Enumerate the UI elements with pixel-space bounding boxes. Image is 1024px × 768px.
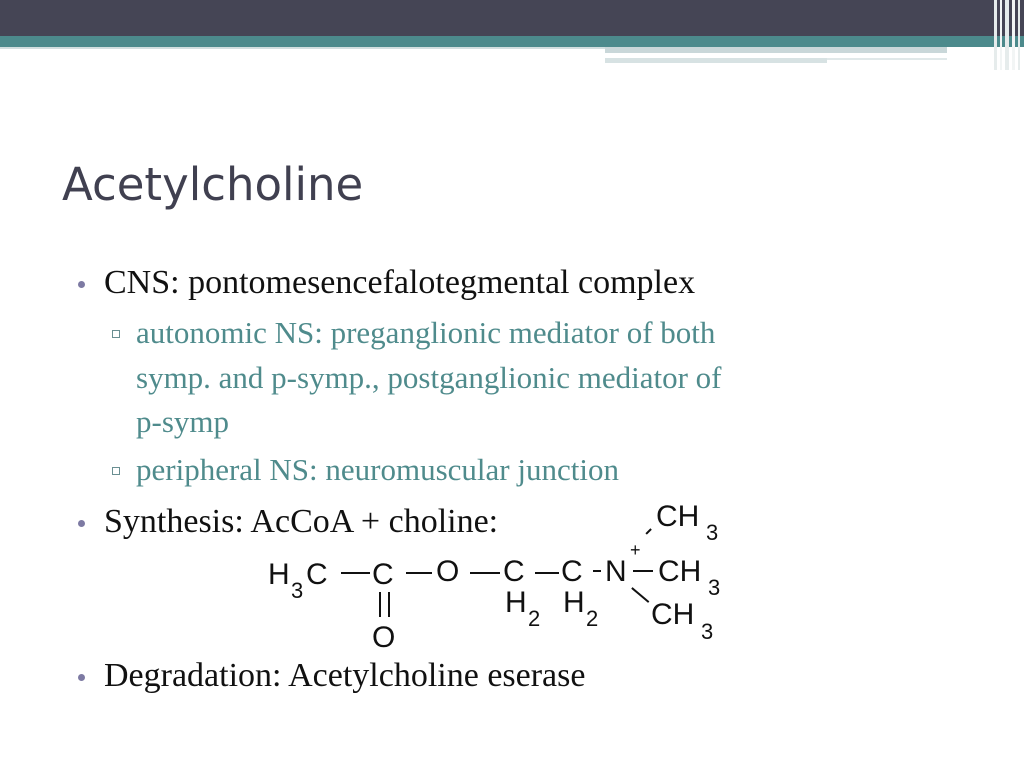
- header-vertical-line: [1018, 0, 1020, 70]
- atom-h3c-sub: 3: [291, 578, 304, 603]
- bullet-dot: [78, 674, 85, 681]
- bond-double-left: [379, 592, 381, 617]
- header-vertical-line: [1000, 0, 1002, 70]
- sub-bullet-autonomic-line3: p-symp: [136, 404, 229, 439]
- atom-ch2a-h: H: [505, 586, 527, 619]
- bond-double-right: [388, 592, 390, 617]
- sub-bullet-peripheral: peripheral NS: neuromuscular junction: [136, 452, 619, 487]
- atom-ch2b-sub: 2: [586, 606, 599, 631]
- atom-nitrogen: N: [605, 555, 627, 588]
- sub-bullet-autonomic-line1: autonomic NS: preganglionic mediator of both: [136, 315, 716, 350]
- atom-ch2a-c: C: [503, 555, 525, 588]
- header-pale-line: [0, 47, 605, 49]
- sub-bullet-square: [112, 467, 120, 475]
- atom-ch2b-h: H: [563, 586, 585, 619]
- bond-single: [535, 572, 559, 574]
- bond-single: [633, 570, 653, 572]
- header-stripe: [605, 47, 947, 53]
- atom-ch3-mid-ch: CH: [658, 555, 702, 588]
- bullet-dot: [78, 520, 85, 527]
- atom-carbonyl-c: C: [372, 558, 394, 591]
- atom-h3c-h: H: [268, 558, 290, 591]
- atom-ch2a-sub: 2: [528, 606, 541, 631]
- atom-ch3-bot-ch: CH: [651, 598, 695, 631]
- bullet-degradation: Degradation: Acetylcholine eserase: [104, 657, 586, 694]
- bullet-dot: [78, 281, 85, 288]
- atom-ch3-mid-sub: 3: [708, 575, 721, 600]
- bullet-cns: CNS: pontomesencefalotegmental complex: [104, 264, 696, 301]
- atom-ester-o: O: [436, 555, 460, 588]
- atom-h3c-c: C: [306, 558, 328, 591]
- bond-to-ch3-top: [645, 528, 651, 534]
- sub-bullet-autonomic-line2: symp. and p-symp., postganglionic mediator of: [136, 360, 722, 395]
- sub-bullet-square: [112, 330, 120, 338]
- header-vertical-line: [994, 0, 997, 70]
- header-dark-band: [0, 0, 1024, 36]
- bond-single: [593, 570, 601, 572]
- charge-plus: +: [630, 540, 641, 560]
- bond-single: [406, 572, 432, 574]
- slide-title: Acetylcholine: [62, 158, 364, 211]
- atom-carbonyl-o: O: [372, 621, 396, 654]
- atom-ch3-bot-sub: 3: [701, 619, 714, 644]
- atom-ch3-top-ch: CH: [656, 500, 700, 533]
- bond-single: [470, 572, 500, 574]
- header-teal-band: [0, 36, 1024, 47]
- header-vertical-line: [1005, 0, 1009, 70]
- bond-single: [341, 572, 370, 574]
- bullet-synthesis: Synthesis: AcCoA + choline:: [104, 503, 499, 540]
- header-vertical-line: [1012, 0, 1015, 70]
- atom-ch2b-c: C: [561, 555, 583, 588]
- header-stripe-lower: [605, 58, 827, 63]
- bond-to-ch3-bottom: [631, 587, 649, 602]
- atom-ch3-top-sub: 3: [706, 520, 719, 545]
- header-stripe-thin: [827, 58, 947, 60]
